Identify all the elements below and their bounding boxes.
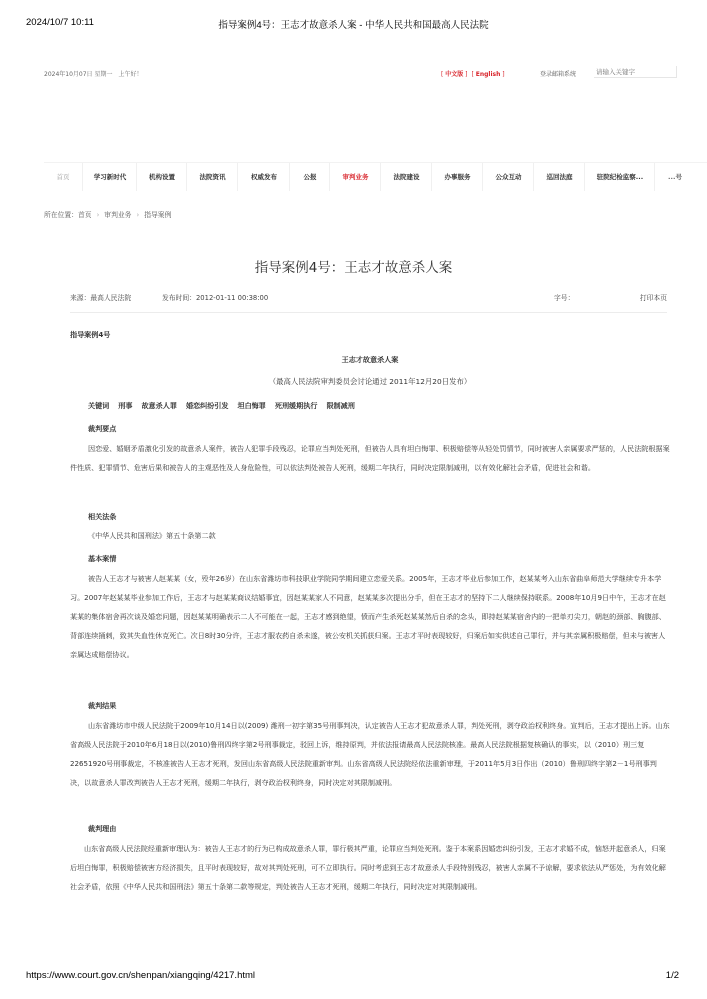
section-heading-facts: 基本案情 (88, 554, 117, 563)
print-page-title: 指导案例4号：王志才故意杀人案 - 中华人民共和国最高人民法院 (218, 20, 489, 31)
breadcrumb-home[interactable]: 首页 (77, 211, 92, 219)
section-text-facts: 被告人王志才与被害人赵某某（女，殁年26岁）在山东省潍坊市科技职业学院同学期间建立恋爱关系。2005年，王志才毕业后参加工作，赵某某考入山东省曲阜师范大学继续专升本学习。2007年赵某某毕业参加工作后，王志才与赵某某商议结婚事宜，因赵某某家人不同意，赵某某多次提出分手，但在王志才的坚持下二人继续保持联系。2008年10月9日中午，王志才在赵某某的集体宿舍再次谈及婚恋问题，因赵某某明确表示二人不可能在一起，王志才感到绝望，愤而产生杀死赵某某然后自杀的念头，即持赵某某宿舍内的一把单刃尖刀，朝赵的颈部、胸腹部、背部连续捅刺，致其失血性休克死亡。次日8时30分许，王志才服农药自杀未遂，被公安机关抓获归案。王志才平时表现较好，归案后如实供述自己罪行，并与其亲属积极赔偿，但未与被害人亲属达成赔偿协议。 (70, 574, 666, 659)
print-header (0, 17, 707, 31)
chevron-right-icon: › (96, 211, 100, 219)
case-passed-note: （最高人民法院审判委员会讨论通过 2011年12月20日发布） (268, 377, 472, 386)
print-timestamp: 2024/10/7 10:11 (26, 17, 94, 28)
print-page-number: 1/2 (665, 970, 679, 981)
keyword: 刑事 (118, 401, 133, 410)
nav-item-court-building[interactable]: 法院建设 (380, 163, 432, 191)
nav-item-interaction[interactable]: 公众互动 (482, 163, 534, 191)
section-text-result: 山东省潍坊市中级人民法院于2009年10月14日以(2009) 潍刑一初字第35号刑事判决，认定被告人王志才犯故意杀人罪，判处死刑，剥夺政治权利终身。宣判后，王志才提出上诉。山东省高级人民法院于2010年6月18日以(2010)鲁刑四终字第2号刑事裁定，驳回上诉，维持原判，并依法报请最高人民法院核准。最高人民法院根据复核确认的事实，以（2010）刑三复22651920号刑事裁定，不核准被告人王志才死刑，发回山东省高级人民法院重新审判。山东省高级人民法院经依法重新审理，于2011年5月3日作出（2010）鲁刑四终字第2－1号刑事判决，以故意杀人罪改判被告人王志才死刑，缓期二年执行，剥夺政治权利终身，同时决定对其限制减刑。 (70, 721, 670, 787)
print-url: https://www.court.gov.cn/shenpan/xiangqing/4217.html (26, 970, 256, 981)
keyword: 婚恋纠纷引发 (185, 401, 229, 410)
article-title: 指导案例4号：王志才故意杀人案 (254, 260, 453, 276)
nav-item-more[interactable]: ...号 (654, 163, 695, 191)
keyword: 死刑缓期执行 (274, 401, 318, 410)
breadcrumb-label: 所在位置： (44, 211, 78, 219)
lang-chinese-link[interactable]: 中文版 (445, 71, 464, 78)
nav-item-services[interactable]: 办事服务 (431, 163, 483, 191)
print-footer (0, 970, 707, 984)
section-heading-reasoning: 裁判理由 (88, 824, 117, 833)
font-size-control[interactable]: 字号： (554, 294, 575, 302)
nav-item-gazette[interactable]: 公报 (289, 163, 330, 191)
article-publish-time: 发布时间：2012-01-11 00:38:00 (162, 294, 269, 302)
article-source: 来源：最高人民法院 (70, 294, 132, 302)
language-switcher: [ 中文版 ] [ English ] (441, 71, 505, 78)
section-heading-related-law: 相关法条 (88, 512, 117, 521)
keywords (88, 401, 364, 411)
case-name: 王志才故意杀人案 (341, 355, 399, 364)
mail-login-link[interactable]: 登录邮箱系统 (540, 71, 577, 78)
current-date: 2024年10月07日 星期一 上午好！ (44, 71, 143, 78)
nav-item-circuit-court[interactable]: 巡回法庭 (533, 163, 585, 191)
breadcrumb-guiding-cases[interactable]: 指导案例 (144, 211, 172, 219)
chevron-right-icon: › (136, 211, 140, 219)
breadcrumb (44, 209, 171, 219)
print-page-button[interactable]: 打印本页 (639, 294, 667, 302)
main-nav (44, 162, 707, 191)
section-heading-result: 裁判结果 (88, 701, 117, 710)
search-input[interactable] (594, 66, 677, 78)
nav-item-organization[interactable]: 机构设置 (136, 163, 187, 191)
nav-item-news[interactable]: 法院资讯 (186, 163, 238, 191)
article-meta (70, 292, 667, 313)
section-text-reasoning: 山东省高级人民法院经重新审理认为：被告人王志才的行为已构成故意杀人罪，罪行极其严重，论罪应当判处死刑。鉴于本案系因婚恋纠纷引发，王志才求婚不成，恼怒并起意杀人，归案后坦白悔罪，积极赔偿被害方经济损失，且平时表现较好，故对其判处死刑，可不立即执行。同时考虑到王志才故意杀人手段特别残忍，被害人亲属不予谅解，要求依法从严惩处，为有效化解社会矛盾，依照《中华人民共和国刑法》第五十条第二款等规定，判处被告人王志才死刑，缓期二年执行，同时决定对其限制减刑。 (70, 844, 666, 891)
nav-item-study[interactable]: 学习新时代 (82, 163, 137, 191)
keywords-label: 关键词 (88, 401, 110, 410)
nav-item-trial[interactable]: 审判业务 (329, 163, 381, 191)
lang-english-link[interactable]: English (475, 71, 501, 78)
keyword: 坦白悔罪 (237, 401, 266, 410)
case-number: 指导案例4号 (70, 330, 111, 339)
nav-item-discipline[interactable]: 驻院纪检监察... (584, 163, 655, 191)
keyword: 限制减刑 (326, 401, 355, 410)
section-text-key-points: 因恋爱、婚姻矛盾激化引发的故意杀人案件，被告人犯罪手段残忍，论罪应当判处死刑，但被告人具有坦白悔罪、积极赔偿等从轻处罚情节，同时被害人亲属要求严惩的，人民法院根据案件性质、犯罪情节、危害后果和被告人的主观恶性及人身危险性，可以依法判处被告人死刑，缓期二年执行，同时决定限制减刑，以有效化解社会矛盾，促进社会和谐。 (70, 444, 670, 472)
keyword: 故意杀人罪 (141, 401, 177, 410)
breadcrumb-trial[interactable]: 审判业务 (104, 211, 132, 219)
nav-item-release[interactable]: 权威发布 (237, 163, 290, 191)
nav-item-home[interactable]: 首页 (56, 173, 70, 181)
top-bar (0, 68, 707, 82)
section-text-related-law: 《中华人民共和国刑法》第五十条第二款 (88, 531, 216, 540)
section-heading-key-points: 裁判要点 (88, 424, 117, 433)
